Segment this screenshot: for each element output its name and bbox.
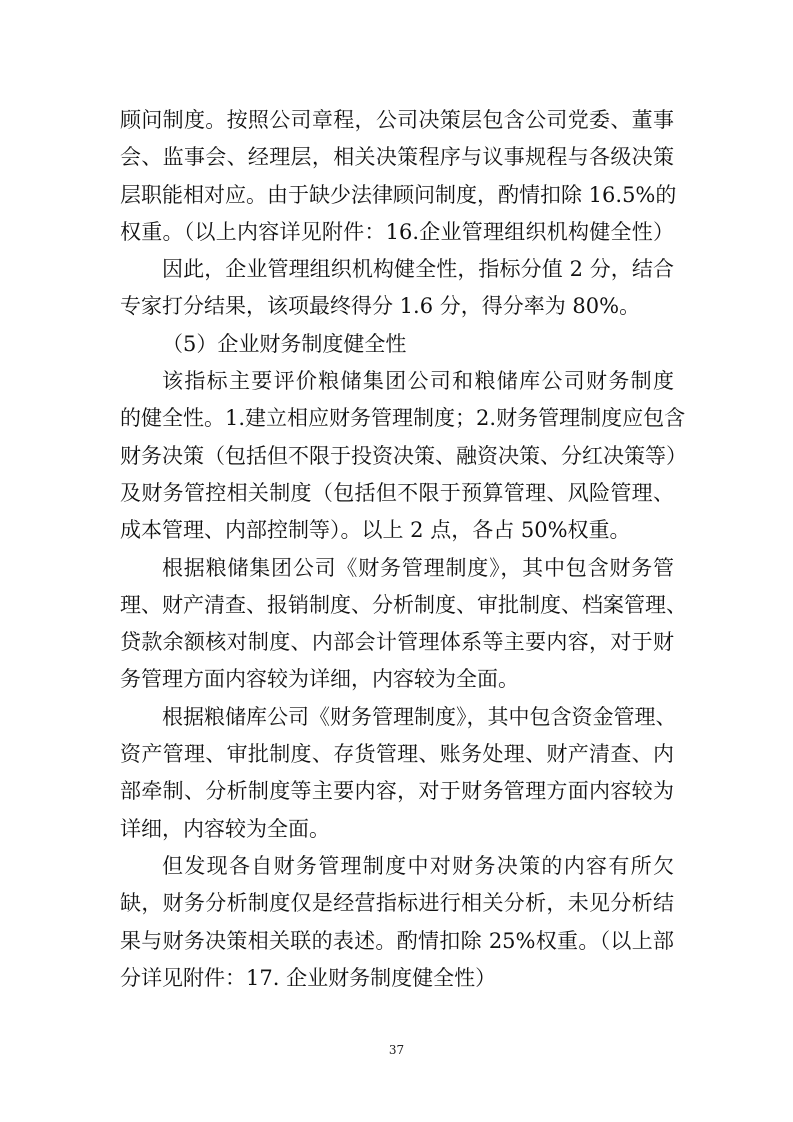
paragraph-line: 成本管理、内部控制等）。以上 2 点，各占 50%权重。 (120, 518, 631, 543)
paragraph-line: 该指标主要评价粮储集团公司和粮储库公司财务制度 (162, 369, 674, 394)
paragraph-line: 顾问制度。按照公司章程，公司决策层包含公司党委、董事 (120, 108, 674, 132)
paragraph-line: 但发现各自财务管理制度中对财务决策的内容有所欠 (162, 853, 674, 878)
paragraph-line: 资产管理、审批制度、存货管理、账务处理、财产清查、内 (120, 742, 674, 767)
paragraph-line: 根据粮储库公司《财务管理制度》，其中包含资金管理、 (162, 704, 677, 729)
paragraph-line: 详细，内容较为全面。 (120, 816, 330, 841)
paragraph-line: 缺，财务分析制度仅是经营指标进行相关分析，未见分析结 (120, 891, 674, 916)
paragraph-line: 财务决策（包括但不限于投资决策、融资决策、分红决策等） (120, 443, 687, 468)
paragraph-line: 务管理方面内容较为详细，内容较为全面。 (120, 667, 519, 692)
paragraph-line: 理、财产清查、报销制度、分析制度、审批制度、档案管理、 (120, 592, 687, 617)
page-number: 37 (388, 1043, 405, 1057)
paragraph-line: 部牵制、分析制度等主要内容，对于财务管理方面内容较为 (120, 779, 674, 804)
body-text (120, 102, 687, 997)
paragraph-line: 专家打分结果，该项最终得分 1.6 分，得分率为 80%。 (120, 294, 641, 319)
paragraph-line: 分详见附件：17. 企业财务制度健全性） (120, 965, 497, 990)
paragraph-line: 贷款余额核对制度、内部会计管理体系等主要内容，对于财 (120, 630, 674, 655)
paragraph-line: 权重。（以上内容详见附件：16.企业管理组织机构健全性） (120, 219, 674, 244)
paragraph-line: 因此，企业管理组织机构健全性，指标分值 2 分，结合 (162, 257, 674, 282)
paragraph-line: 果与财务决策相关联的表述。酌情扣除 25%权重。（以上部 (120, 928, 674, 953)
section-heading: （5）企业财务制度健全性 (162, 331, 407, 356)
paragraph-line: 会、监事会、经理层，相关决策程序与议事规程与各级决策 (120, 145, 674, 170)
paragraph-line: 根据粮储集团公司《财务管理制度》，其中包含财务管 (162, 555, 674, 580)
paragraph-line: 的健全性。1.建立相应财务管理制度；2.财务管理制度应包含 (120, 406, 686, 431)
paragraph-line: 及财务管控相关制度（包括但不限于预算管理、风险管理、 (120, 480, 674, 505)
paragraph-line: 层职能相对应。由于缺少法律顾问制度，酌情扣除 16.5%的 (120, 182, 677, 207)
